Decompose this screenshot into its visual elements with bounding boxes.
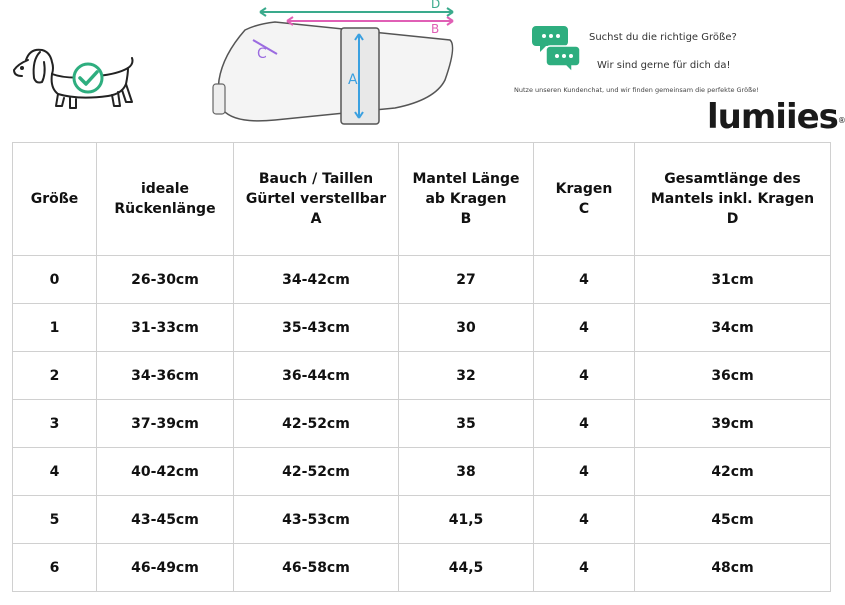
table-cell: 43-45cm xyxy=(97,496,234,544)
table-cell: 4 xyxy=(534,496,635,544)
table-cell: 41,5 xyxy=(399,496,534,544)
column-header-line: Bauch / Taillen xyxy=(258,171,374,187)
table-cell: 39cm xyxy=(635,400,831,448)
table-cell: 3 xyxy=(13,400,97,448)
table-row xyxy=(13,352,831,400)
table-cell: 4 xyxy=(13,448,97,496)
column-header xyxy=(635,143,831,256)
table-cell: 35 xyxy=(399,400,534,448)
table-cell: 36-44cm xyxy=(234,352,399,400)
column-header-line: ideale xyxy=(140,181,190,197)
table-cell: 43-53cm xyxy=(234,496,399,544)
table-cell: 40-42cm xyxy=(97,448,234,496)
table-row xyxy=(13,304,831,352)
table-row xyxy=(13,448,831,496)
logo-registered-mark: ® xyxy=(837,116,845,125)
table-body xyxy=(13,256,831,592)
table-cell: 31-33cm xyxy=(97,304,234,352)
table-cell: 42-52cm xyxy=(234,400,399,448)
table-cell: 38 xyxy=(399,448,534,496)
table-cell: 31cm xyxy=(635,256,831,304)
label-a: A xyxy=(348,72,358,88)
column-header-line: ab Kragen xyxy=(425,191,507,207)
column-header xyxy=(534,143,635,256)
column-header xyxy=(399,143,534,256)
chat-offer: Wir sind gerne für dich da! xyxy=(597,60,731,71)
table-cell: 27 xyxy=(399,256,534,304)
table-cell: 5 xyxy=(13,496,97,544)
label-c: C xyxy=(257,46,267,62)
column-header-line: Mantel Länge xyxy=(412,171,520,187)
table-cell: 46-58cm xyxy=(234,544,399,592)
size-chart-table xyxy=(12,142,831,592)
table-cell: 1 xyxy=(13,304,97,352)
table-cell: 45cm xyxy=(635,496,831,544)
table-cell: 42-52cm xyxy=(234,448,399,496)
table-cell: 4 xyxy=(534,256,635,304)
column-header-line: C xyxy=(578,201,590,217)
table-cell: 37-39cm xyxy=(97,400,234,448)
table-row xyxy=(13,544,831,592)
column-header-line: Gesamtlänge des xyxy=(664,171,801,187)
column-header xyxy=(234,143,399,256)
table-cell: 0 xyxy=(13,256,97,304)
brand-logo xyxy=(707,97,845,137)
table-cell: 46-49cm xyxy=(97,544,234,592)
coat-measurement-diagram xyxy=(205,0,467,132)
table-cell: 4 xyxy=(534,544,635,592)
table-cell: 36cm xyxy=(635,352,831,400)
table-cell: 4 xyxy=(534,352,635,400)
column-header xyxy=(13,143,97,256)
table-cell: 26-30cm xyxy=(97,256,234,304)
chat-note: Nutze unseren Kundenchat, und wir finden gemeinsam die perfekte Größe! xyxy=(514,86,759,94)
column-header xyxy=(97,143,234,256)
column-header-line: B xyxy=(460,211,472,227)
table-cell: 4 xyxy=(534,400,635,448)
chat-bubbles-icon xyxy=(532,22,582,74)
table-cell: 2 xyxy=(13,352,97,400)
column-header-line: Rückenlänge xyxy=(114,201,216,217)
table-header-row xyxy=(13,143,831,256)
table-row xyxy=(13,496,831,544)
label-b: B xyxy=(431,22,440,36)
table-cell: 35-43cm xyxy=(234,304,399,352)
label-d: D xyxy=(431,0,441,11)
table-cell: 32 xyxy=(399,352,534,400)
column-header-line: Gürtel verstellbar xyxy=(245,191,387,207)
table-row xyxy=(13,400,831,448)
logo-text: lumiies xyxy=(707,97,838,137)
dachshund-check-icon xyxy=(8,38,138,113)
table-cell: 42cm xyxy=(635,448,831,496)
chat-question: Suchst du die richtige Größe? xyxy=(589,32,737,43)
table-cell: 44,5 xyxy=(399,544,534,592)
table-cell: 4 xyxy=(534,448,635,496)
column-header-line: Größe xyxy=(30,191,79,207)
table-cell: 34cm xyxy=(635,304,831,352)
table-cell: 34-42cm xyxy=(234,256,399,304)
table-cell: 34-36cm xyxy=(97,352,234,400)
table-cell: 48cm xyxy=(635,544,831,592)
column-header-line: Kragen xyxy=(555,181,613,197)
table-cell: 30 xyxy=(399,304,534,352)
table-cell: 4 xyxy=(534,304,635,352)
column-header-line: Mantels inkl. Kragen xyxy=(650,191,815,207)
table-cell: 6 xyxy=(13,544,97,592)
column-header-line: A xyxy=(310,211,322,227)
table-row xyxy=(13,256,831,304)
column-header-line: D xyxy=(726,211,739,227)
header xyxy=(0,0,845,140)
